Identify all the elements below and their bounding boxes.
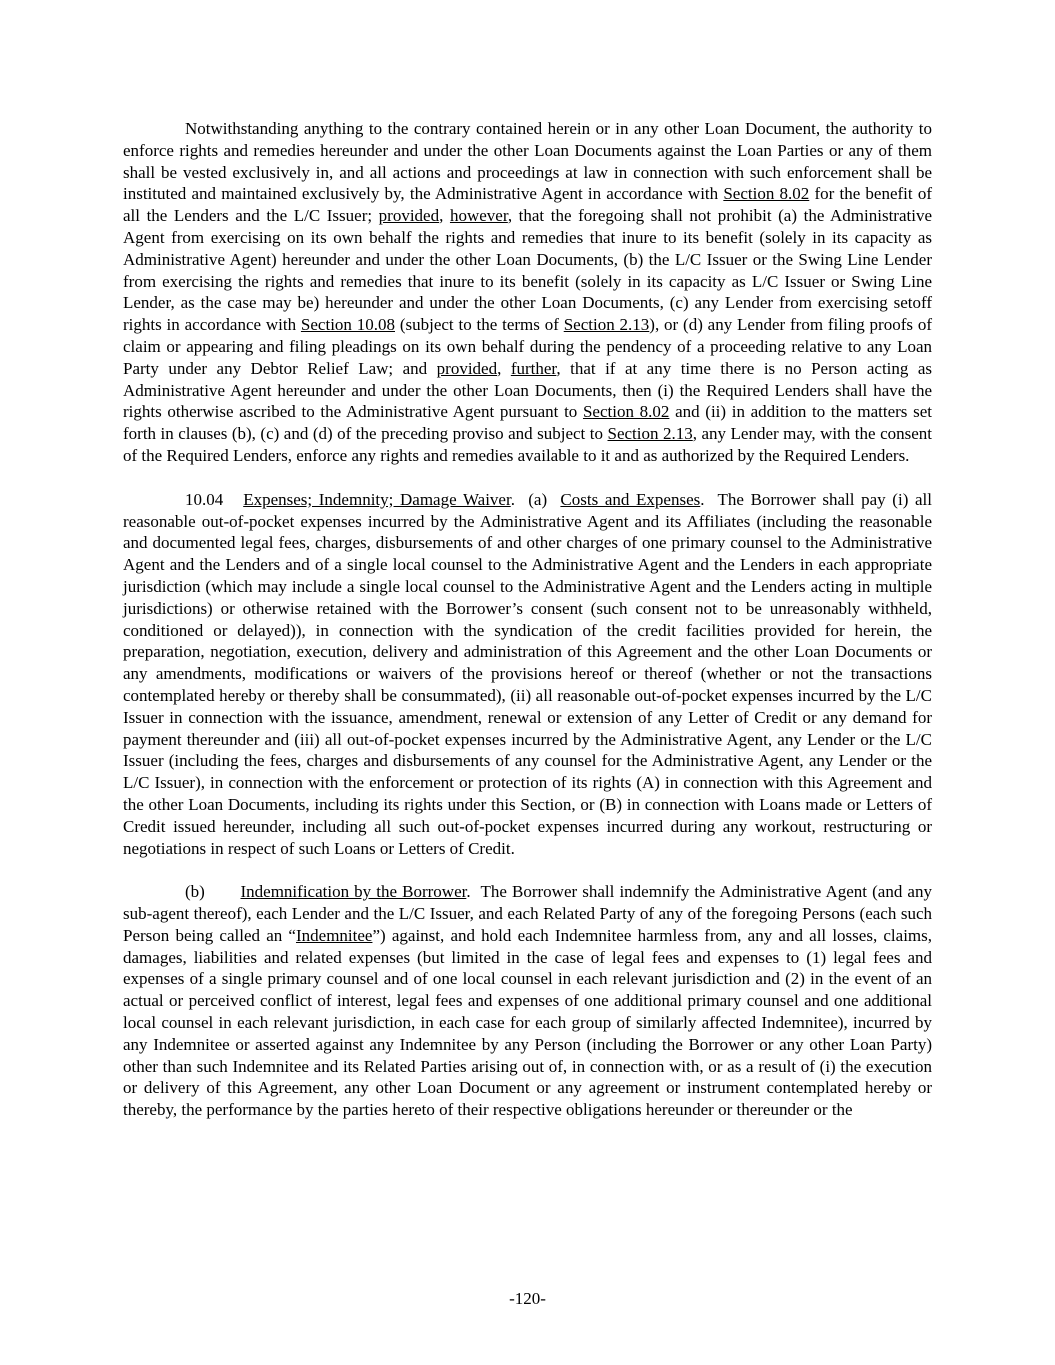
- underlined-text: provided: [436, 358, 498, 378]
- paragraph-enforcement: [123, 118, 932, 467]
- underlined-text: Section 2.13: [607, 424, 693, 444]
- underlined-text: provided: [378, 206, 440, 226]
- text-run: ”) against, and hold each Indemnitee harmless from, any and all losses, claims, damages, liabilities and related expenses (but limited in the case of legal fees and expenses to (1) legal fees and expenses of a single primary counsel and of one local counsel in each relevant jurisdiction and (2) in the event of an actual or perceived conflict of interest, legal fees and expenses of one additional primary counsel and one additional local counsel in each relevant jurisdiction, in each case for each group of similarly affected Indemnitee), incurred by any Indemnitee or asserted against any Indemnitee by any Person (including the Borrower or any other Loan Party) other than such Indemnitee and its Related Parties arising out of, in connection with, or as a result of (i) the execution or delivery of this Agreement, any other Loan Document or any agreement or instrument contemplated hereby or thereby, the performance by the parties hereto of their respective obligations hereunder or thereunder or the: [123, 925, 933, 1120]
- text-run: 10.04: [185, 489, 244, 509]
- text-run: . The Borrower shall indemnify the Administrative Agent (and any sub-agent thereof), each Lender and the L/C Issuer, and each Related Party of any of the foregoing Persons (each such Person being called an “: [123, 882, 932, 945]
- text-run: ), or (d) any Lender from filing proofs of claim or appearing and filing pleadings on its own behalf during the pendency of a proceeding relative to any Loan Party under any Debtor Relief Law; and: [123, 315, 932, 378]
- underlined-text: Indemnification by the Borrower: [240, 882, 467, 902]
- underlined-text: Costs and Expenses: [560, 489, 701, 509]
- underlined-text: Section 10.08: [300, 315, 395, 335]
- text-run: (subject to the terms of: [395, 315, 564, 335]
- text-run: for the benefit of all the Lenders and the L/C Issuer;: [123, 184, 932, 226]
- text-run: ,: [439, 206, 450, 226]
- page-number: -120-: [509, 1289, 546, 1309]
- text-run: , that the foregoing shall not prohibit (a) the Administrative Agent from exercising on its own behalf the rights and remedies that inure to its benefit (solely in its capacity as Administrative Agent) hereunder and under the other Loan Documents, (b) the L/C Issuer or the Swing Line Lender from exercising the rights and remedies that inure to its benefit (solely in its capacity as L/C Issuer or Swing Line Lender, as the case may be) hereunder and under the other Loan Documents, (c) any Lender from exercising setoff rights in accordance with: [123, 206, 932, 335]
- text-run: Notwithstanding anything to the contrary contained herein or in any other Loan Document, the authority to enforce rights and remedies hereunder and under the other Loan Documents against the Loan Parties or any of them shall be vested exclusively in, and all actions and proceedings at law in connection with such enforcement shall be instituted and maintained exclusively by, the Administrative Agent in accordance with: [123, 119, 932, 204]
- text-run: ,: [497, 358, 511, 378]
- text-run: (b): [185, 882, 241, 902]
- underlined-text: Section 8.02: [582, 402, 670, 422]
- text-run: and (ii) in addition to the matters set forth in clauses (b), (c) and (d) of the preceding proviso and subject to: [123, 402, 932, 444]
- text-run: , that if at any time there is no Person acting as Administrative Agent hereunder and under the other Loan Documents, then (i) the Required Lenders shall have the rights otherwise ascribed to the Administrative Agent pursuant to: [123, 358, 933, 422]
- text-run: . (a): [510, 489, 561, 509]
- paragraph-indemnification-by-borrower: [123, 881, 932, 1121]
- underlined-text: Section 8.02: [723, 184, 810, 204]
- underlined-text: further: [510, 358, 557, 378]
- text-run: , any Lender may, with the consent of the Required Lenders, enforce any rights and remedies available to it and as authorized by the Required Lenders.: [123, 424, 932, 465]
- underlined-text: Indemnitee: [295, 925, 373, 945]
- text-run: . The Borrower shall pay (i) all reasonable out-of-pocket expenses incurred by the Administrative Agent and its Affiliates (including the reasonable and documented legal fees, charges, disbursements of and other charges of one primary counsel to the Administrative Agent and the Lenders and of a single local counsel to the Administrative Agent and the Lenders in each appropriate jurisdiction (which may include a single local counsel to the Administrative Agent and the Lenders acting in multiple jurisdictions) or otherwise retained with the Borrower’s consent (such consent not to be unreasonably withheld, conditioned or delayed)), in connection with the syndication of the credit facilities provided for herein, the preparation, negotiation, execution, delivery and administration of this Agreement and the other Loan Documents or any amendments, modifications or waivers of the provisions hereof or thereof (whether or not the transactions contemplated hereby or thereby shall be consummated), (ii) all reasonable out-of-pocket expenses incurred by the L/C Issuer in connection with the issuance, amendment, renewal or extension of any Letter of Credit or any demand for payment thereunder and (iii) all out-of-pocket expenses incurred by the Administrative Agent, any Lender or the L/C Issuer (including the fees, charges and disbursements of any counsel for the Administrative Agent, any Lender or the L/C Issuer), in connection with the enforcement or protection of its rights (A) in connection with this Agreement and the other Loan Documents, including its rights under this Section, or (B) in connection with Loans made or Letters of Credit issued hereunder, including all such out-of-pocket expenses incurred during any workout, restructuring or negotiations in respect of such Loans or Letters of Credit.: [123, 489, 932, 858]
- paragraph-expenses-indemnity: [123, 489, 932, 860]
- underlined-text: however: [449, 206, 508, 226]
- underlined-text: Section 2.13: [563, 315, 650, 335]
- underlined-text: Expenses; Indemnity; Damage Waiver: [243, 489, 511, 509]
